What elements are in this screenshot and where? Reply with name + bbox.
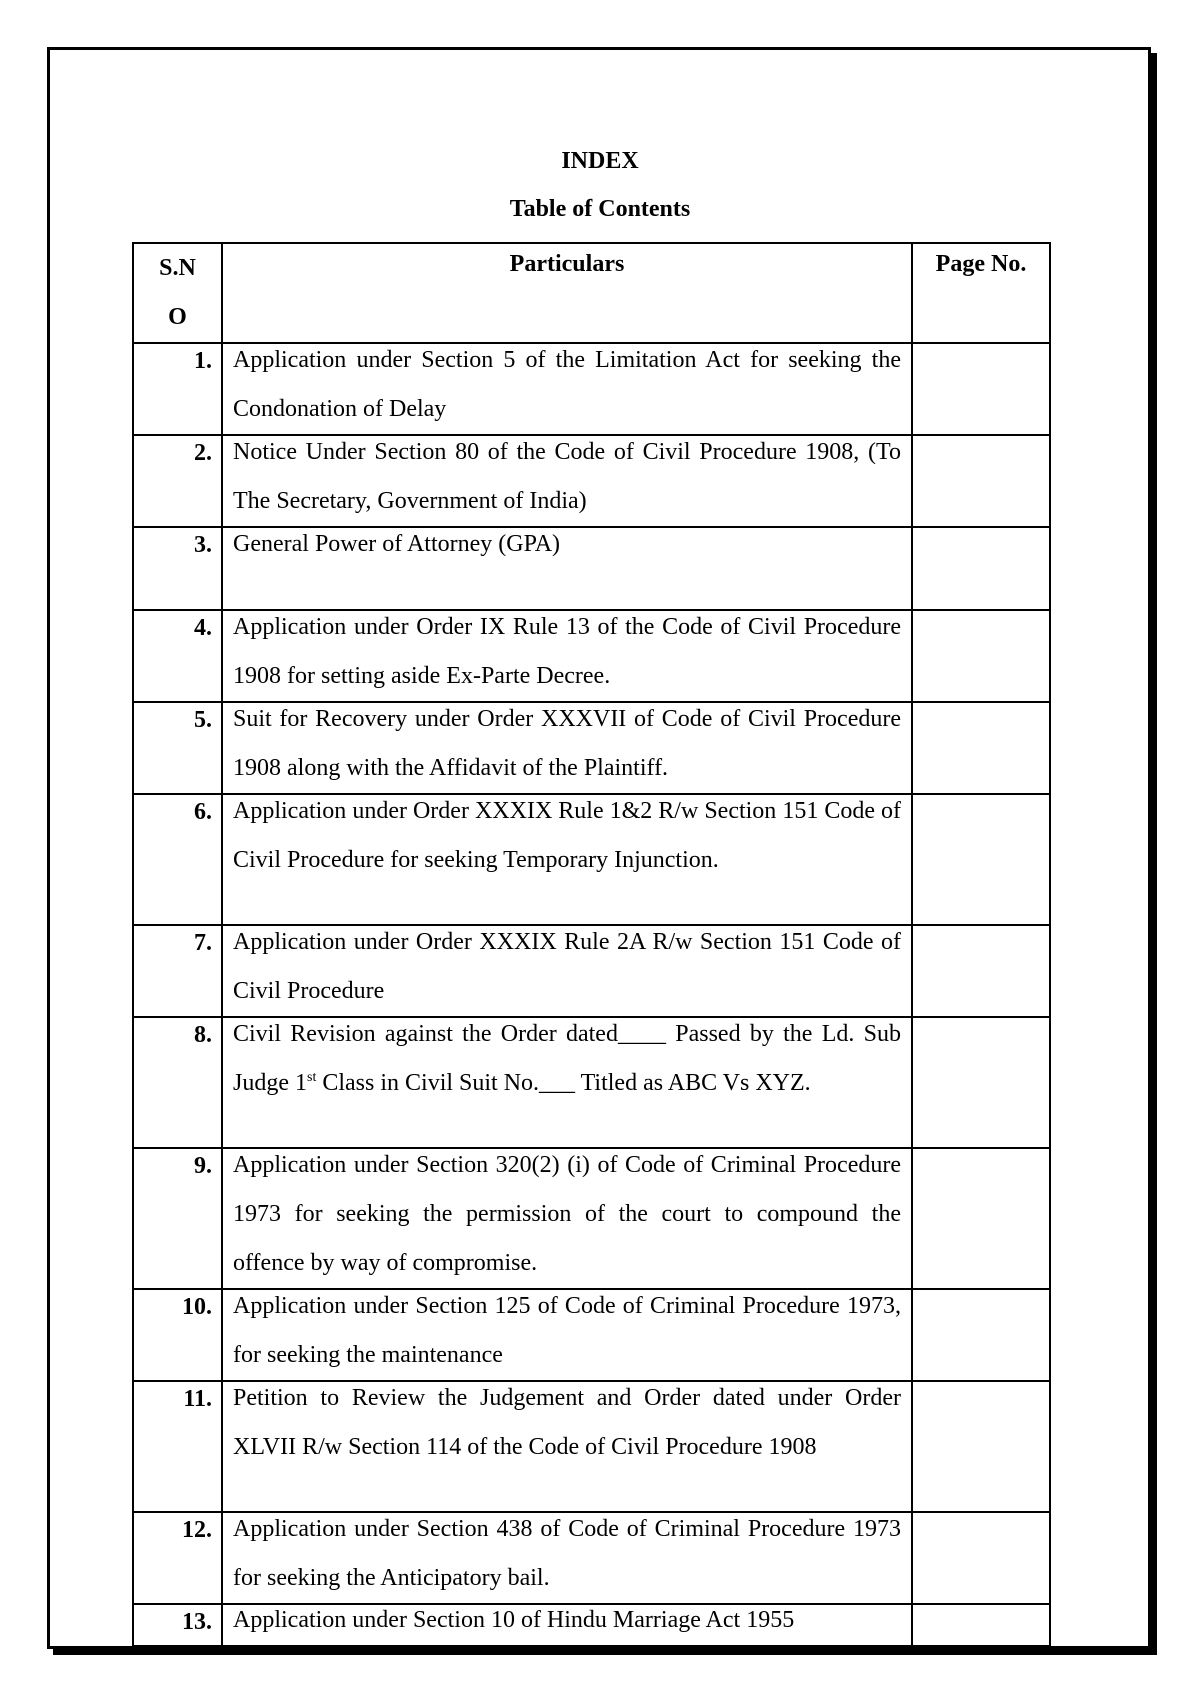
row-particulars	[222, 1512, 912, 1604]
header-sno-line2: O	[168, 304, 187, 330]
toc-table	[132, 242, 1051, 1647]
row-page-number	[912, 610, 1050, 702]
particulars-text-post: Class in Civil Suit No.___ Titled as ABC Vs XYZ.	[316, 1070, 811, 1096]
row-particulars-text: Application under Section 320(2) (i) of Code of Criminal Procedure 1973 for seeking the permission of the court to compound the offence by way of compromise.	[233, 1152, 901, 1276]
row-particulars-text: Notice Under Section 80 of the Code of Civil Procedure 1908, (To The Secretary, Government of India)	[233, 439, 901, 514]
row-page-number	[912, 343, 1050, 435]
row-particulars	[222, 610, 912, 702]
row-particulars	[222, 702, 912, 794]
row-particulars-text: Application under Order XXXIX Rule 2A R/w Section 151 Code of Civil Procedure	[233, 929, 901, 1004]
row-serial-number: 10.	[133, 1289, 222, 1381]
table-row	[133, 1289, 1050, 1381]
row-page-number	[912, 527, 1050, 610]
row-particulars-text: Application under Section 5 of the Limitation Act for seeking the Condonation of Delay	[233, 347, 901, 422]
table-row	[133, 925, 1050, 1017]
row-serial-number: 8.	[133, 1017, 222, 1148]
table-row	[133, 1381, 1050, 1512]
row-page-number	[912, 1512, 1050, 1604]
row-page-number	[912, 1289, 1050, 1381]
row-serial-number: 4.	[133, 610, 222, 702]
header-sno-line1: S.N	[159, 255, 196, 281]
row-particulars	[222, 435, 912, 527]
row-serial-number: 11.	[133, 1381, 222, 1512]
row-particulars	[222, 1604, 912, 1646]
row-page-number	[912, 1381, 1050, 1512]
row-particulars-text: General Power of Attorney (GPA)	[233, 531, 561, 557]
row-serial-number: 1.	[133, 343, 222, 435]
row-page-number	[912, 702, 1050, 794]
row-serial-number: 9.	[133, 1148, 222, 1289]
row-particulars	[222, 1148, 912, 1289]
index-title: INDEX	[561, 148, 639, 174]
row-particulars	[222, 343, 912, 435]
row-particulars-text: Application under Section 125 of Code of Criminal Procedure 1973, for seeking the maintenance	[233, 1293, 901, 1368]
row-serial-number: 13.	[133, 1604, 222, 1646]
row-particulars-text: Suit for Recovery under Order XXXVII of Code of Civil Procedure 1908 along with the Affidavit of the Plaintiff.	[233, 706, 901, 781]
row-page-number	[912, 1148, 1050, 1289]
row-page-number	[912, 435, 1050, 527]
row-page-number	[912, 1604, 1050, 1646]
table-row	[133, 1017, 1050, 1148]
header-page-no: Page No.	[912, 243, 1050, 343]
row-particulars-text: Application under Order IX Rule 13 of the Code of Civil Procedure 1908 for setting aside Ex-Parte Decree.	[233, 614, 901, 689]
row-particulars	[222, 1017, 912, 1148]
row-page-number	[912, 1017, 1050, 1148]
row-page-number	[912, 794, 1050, 925]
toc-body	[133, 343, 1050, 1646]
row-particulars	[222, 527, 912, 610]
row-particulars-text: Petition to Review the Judgement and Order dated under Order XLVII R/w Section 114 of the Code of Civil Procedure 1908	[233, 1385, 901, 1460]
row-particulars	[222, 925, 912, 1017]
row-page-number	[912, 925, 1050, 1017]
row-serial-number: 2.	[133, 435, 222, 527]
row-particulars-text: Application under Section 10 of Hindu Marriage Act 1955	[233, 1607, 795, 1633]
row-particulars	[222, 1381, 912, 1512]
table-row	[133, 1148, 1050, 1289]
table-row	[133, 343, 1050, 435]
table-row	[133, 435, 1050, 527]
row-serial-number: 5.	[133, 702, 222, 794]
row-particulars-text	[233, 1010, 901, 1108]
table-row	[133, 702, 1050, 794]
header-particulars: Particulars	[222, 243, 912, 343]
table-row	[133, 1604, 1050, 1646]
row-serial-number: 6.	[133, 794, 222, 925]
row-particulars-text: Application under Section 438 of Code of Criminal Procedure 1973 for seeking the Anticipatory bail.	[233, 1516, 901, 1591]
table-row	[133, 794, 1050, 925]
toc-title: Table of Contents	[509, 196, 691, 222]
row-serial-number: 12.	[133, 1512, 222, 1604]
row-serial-number: 7.	[133, 925, 222, 1017]
row-particulars	[222, 794, 912, 925]
row-particulars	[222, 1289, 912, 1381]
table-header-row	[133, 243, 1050, 343]
ordinal-superscript: st	[307, 1070, 317, 1085]
row-particulars-text: Application under Order XXXIX Rule 1&2 R/w Section 151 Code of Civil Procedure for seeking Temporary Injunction.	[233, 798, 901, 873]
header-sno	[133, 243, 222, 343]
particulars-text-pre: Civil Revision against the Order dated____ Passed by the Ld. Sub Judge 1	[233, 1021, 901, 1096]
table-row	[133, 527, 1050, 610]
table-row	[133, 610, 1050, 702]
row-serial-number: 3.	[133, 527, 222, 610]
table-row	[133, 1512, 1050, 1604]
